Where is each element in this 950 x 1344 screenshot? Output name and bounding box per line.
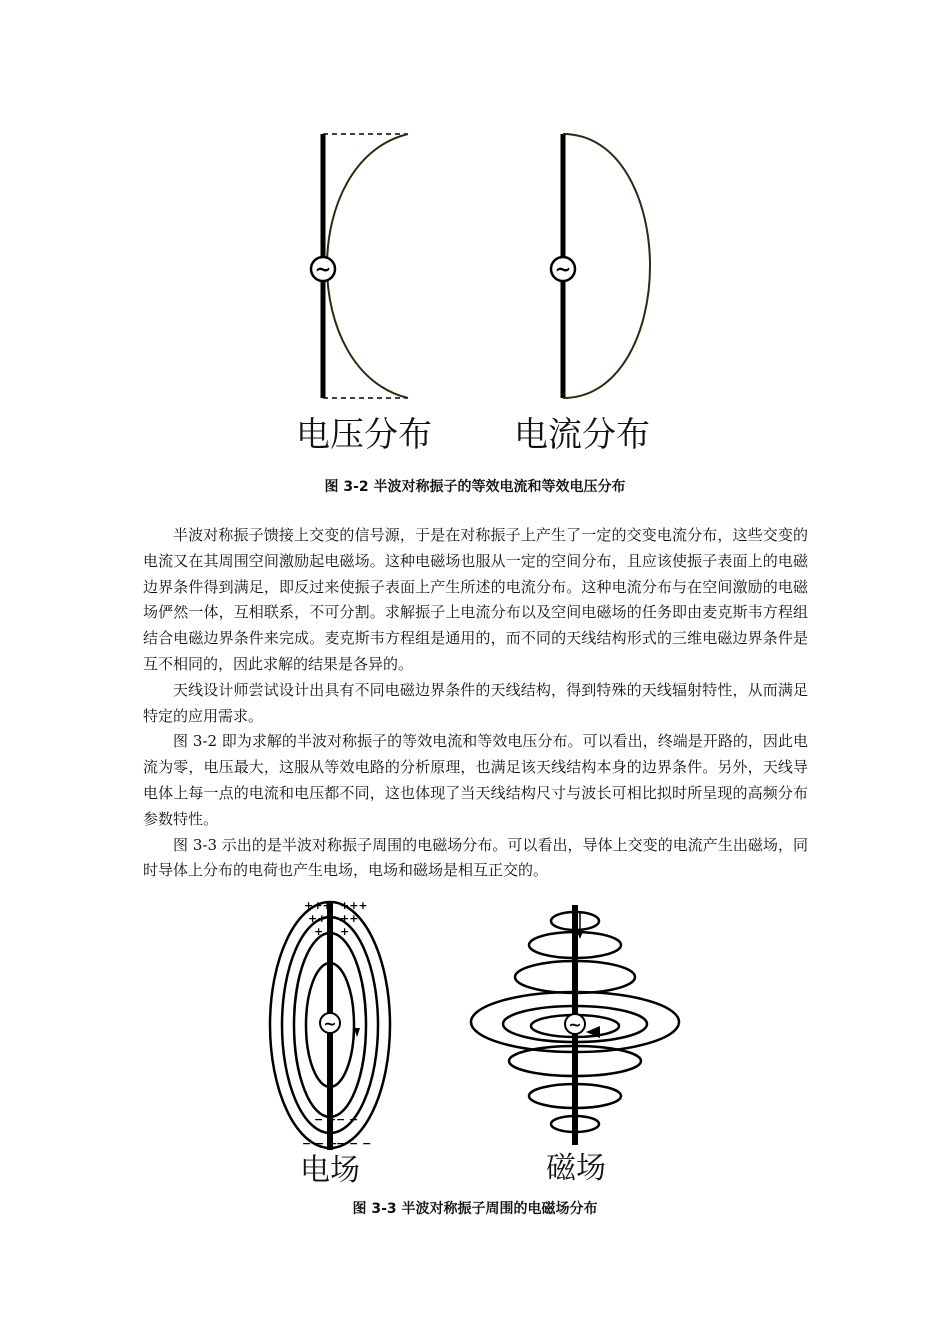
paragraph: 天线设计师尝试设计出具有不同电磁边界条件的天线结构，得到特殊的天线辐射特性，从而满足特定的应用需求。 [143, 680, 808, 725]
negative-charges: − − [336, 1113, 359, 1126]
source-symbol: ~ [323, 1014, 337, 1033]
negative-charges: − − − [336, 1137, 372, 1150]
current-curve [563, 134, 650, 398]
positive-charges: + [314, 925, 324, 938]
source-symbol: ~ [568, 1015, 582, 1034]
negative-charges: − − [314, 1113, 337, 1126]
current-label: 电流分布 [514, 415, 650, 455]
figure-3-3-caption: 图 3-3 半波对称振子周围的电磁场分布 [352, 1201, 598, 1217]
positive-charges: + [340, 925, 350, 938]
positive-charges: +++ [304, 899, 332, 912]
source-symbol: ~ [554, 257, 572, 281]
positive-charges: +++ [340, 899, 368, 912]
negative-charges: − − − [302, 1137, 338, 1150]
paragraph: 半波对称振子馈接上交变的信号源，于是在对称振子上产生了一定的交变电流分布，这些交变的电流又在其周围空间激励起电磁场。这种电磁场也服从一定的空间分布，且应该使振子表面上的电磁边界条件得到满足，即反过来使振子表面上产生所述的电流分布。这种电流分布与在空间激励的电磁场俨然一体，互相联系，不可分割。求解振子上电流分布以及空间电磁场的任务即由麦克斯韦方程组结合电磁边界条件来完成。麦克斯韦方程组是通用的，而不同的天线结构形式的三维电磁边界条件是互不相同的，因此求解的结果是各异的。 [143, 526, 808, 673]
positive-charges: ++ [308, 912, 327, 925]
electric-field-label: 电场 [300, 1153, 360, 1188]
paragraph: 图 3-3 示出的是半波对称振子周围的电磁场分布。可以看出，导体上交变的电流产生出磁场，同时导体上分布的电荷也产生电场，电场和磁场是相互正交的。 [143, 835, 808, 880]
figure-3-2-caption: 图 3-2 半波对称振子的等效电流和等效电压分布 [324, 479, 626, 495]
source-symbol: ~ [314, 257, 332, 281]
voltage-curve [327, 134, 408, 398]
paragraph: 图 3-2 即为求解的半波对称振子的等效电流和等效电压分布。可以看出，终端是开路的，因此电流为零，电压最大，这服从等效电路的分析原理，也满足该天线结构本身的边界条件。另外，天线导电体上每一点的电流和电压都不同，这也体现了当天线结构尺寸与波长可相比拟时所呈现的高频分布参数特性。 [143, 732, 808, 828]
body-text [143, 523, 808, 884]
current-distribution-diagram [514, 134, 650, 455]
voltage-distribution-diagram [296, 134, 432, 455]
voltage-label: 电压分布 [296, 415, 432, 455]
positive-charges: ++ [340, 912, 359, 925]
figure-3-3 [260, 895, 700, 1190]
magnetic-field-label: 磁场 [546, 1151, 606, 1186]
figure-3-2 [280, 120, 680, 460]
